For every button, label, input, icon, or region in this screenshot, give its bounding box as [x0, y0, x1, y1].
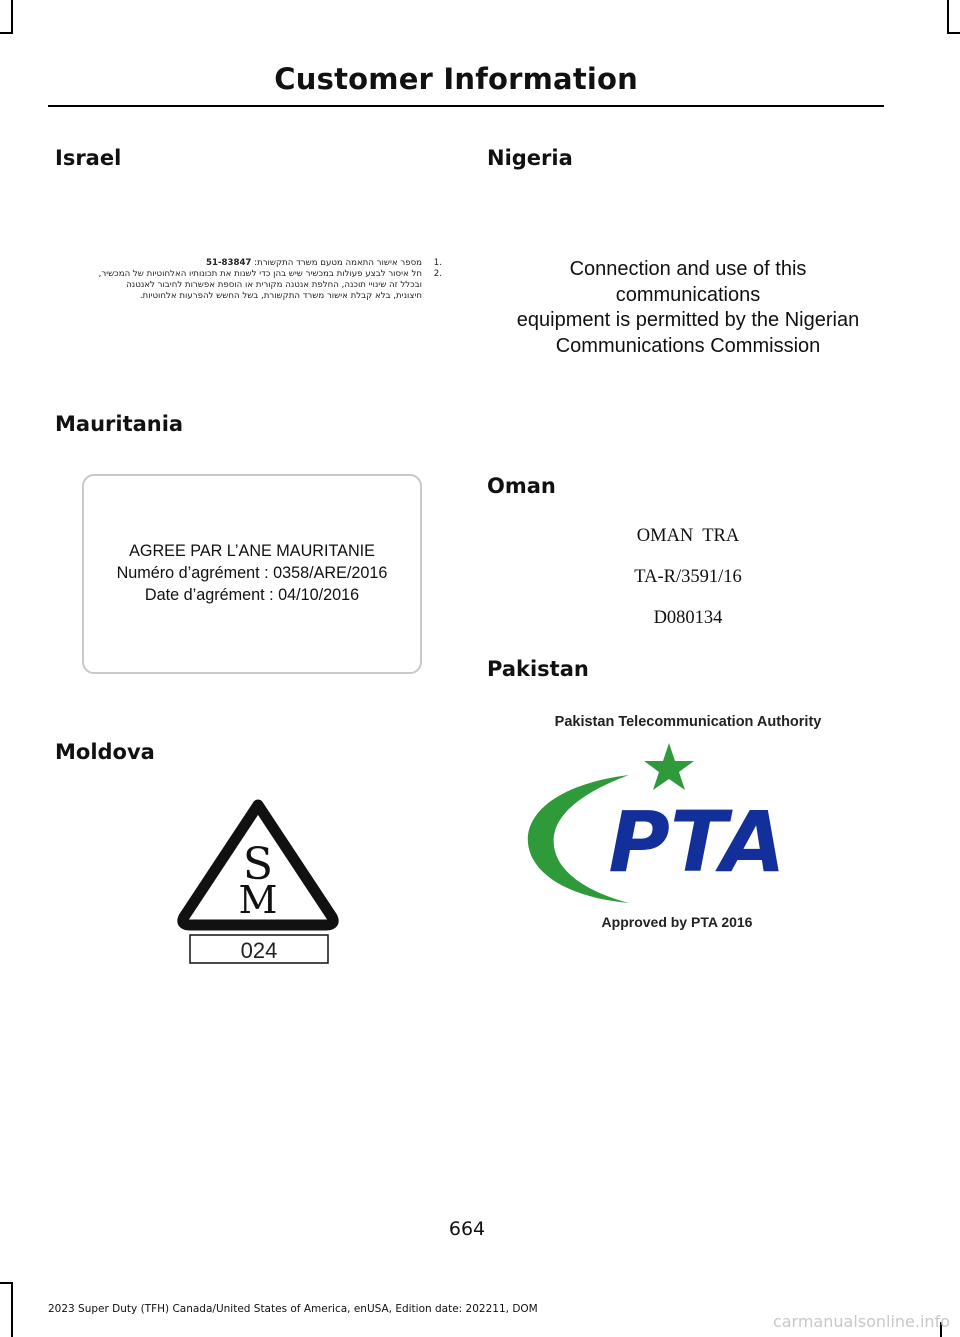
israel-hebrew-notice — [80, 258, 442, 302]
pta-caption: Approved by PTA 2016 — [601, 914, 753, 930]
moldova-letter-s: S — [242, 839, 274, 890]
moldova-sm-logo — [166, 781, 350, 973]
crop-mark — [947, 32, 960, 34]
oman-line-2: TA-R/3591/16 — [634, 567, 742, 587]
pta-logo-title: Pakistan Telecommunication Authority — [554, 714, 822, 730]
nigeria-line-1: Connection and use of this — [569, 258, 807, 280]
crop-mark — [947, 0, 949, 34]
israel-line-2: .2חל איסור לבצע פעולות במכשיר שיש בהן כדי לשנות את תכונותיו האלחוטיות של המכשיר, — [98, 269, 442, 279]
nigeria-line-4: Communications Commission — [555, 334, 821, 357]
nigeria-line-2: communications — [615, 283, 761, 306]
moldova-heading: Moldova — [55, 740, 155, 764]
israel-line-3: ובכלל זה שינויי תוכנה, החלפת אנטנה מקורית או הוספת אפשרות לחיבור לאנטנה — [126, 280, 422, 290]
title-rule — [48, 105, 884, 107]
israel-line-1: .1מספר אישור התאמה מטעם משרד התקשורת: 51-83847 — [205, 258, 442, 268]
moldova-number: 024 — [240, 938, 278, 963]
crop-mark — [0, 1282, 13, 1284]
mauritania-line-3: Date d’agrément : 04/10/2016 — [144, 586, 360, 604]
pta-logo — [509, 703, 867, 949]
oman-line-3: D080134 — [653, 608, 723, 628]
nigeria-line-3: equipment is permitted by the Nigerian — [516, 309, 860, 331]
page-number: 664 — [448, 1218, 486, 1240]
mauritania-line-1: AGREE PAR L’ANE MAURITANIE — [129, 542, 375, 560]
footer-edition-text: 2023 Super Duty (TFH) Canada/United States of America, enUSA, Edition date: 202211, DOM — [48, 1303, 538, 1315]
oman-line-1: OMAN TRA — [636, 526, 740, 546]
mauritania-approval-box — [82, 474, 422, 674]
israel-line-4: חיצונית, בלא קבלת אישור משרד התקשורת, בשל החשש להפרעות אלחוטיות. — [139, 291, 422, 301]
oman-heading: Oman — [487, 474, 556, 498]
crop-mark — [0, 32, 13, 34]
israel-heading: Israel — [55, 146, 122, 170]
watermark[interactable]: carmanualsonline.info — [772, 1312, 950, 1331]
crop-mark — [11, 1282, 13, 1337]
page-title: Customer Information — [274, 62, 638, 96]
nigeria-heading: Nigeria — [487, 146, 573, 170]
pakistan-heading: Pakistan — [487, 657, 589, 681]
mauritania-heading: Mauritania — [55, 412, 184, 436]
pta-letters: PTA — [608, 793, 786, 891]
moldova-letter-m: M — [238, 878, 278, 922]
nigeria-approval-text — [488, 257, 888, 359]
mauritania-line-2: Numéro d’agrément : 0358/ARE/2016 — [116, 564, 388, 582]
crop-mark — [11, 0, 13, 34]
